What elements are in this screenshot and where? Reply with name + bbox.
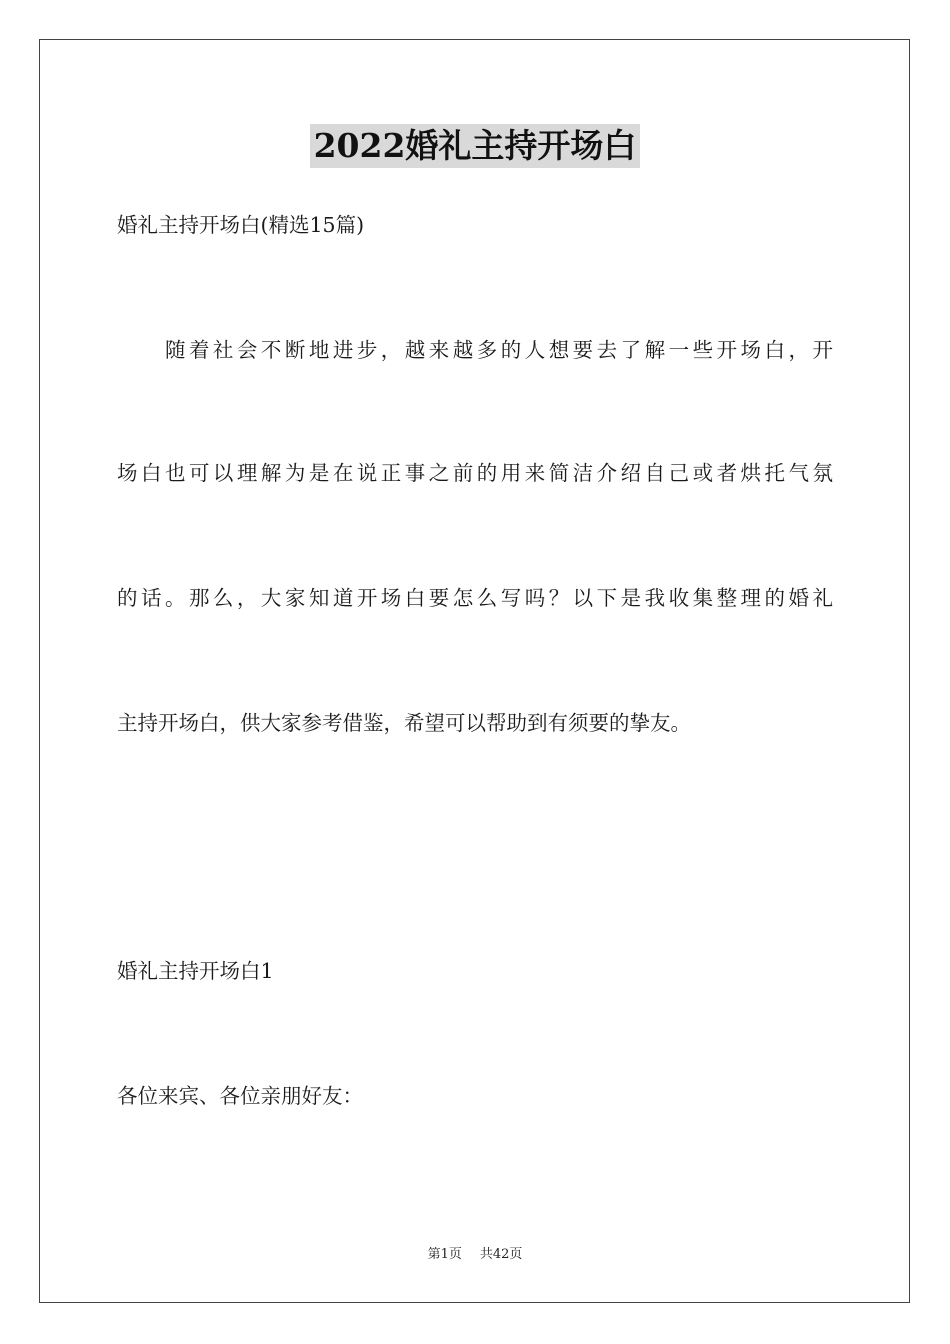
title-block xyxy=(0,124,950,168)
document-title: 2022婚礼主持开场白 xyxy=(310,124,641,168)
intro-line-1: 随着社会不断地进步，越来越多的人想要去了解一些开场白，开 xyxy=(117,338,833,362)
page-number-total: 共42页 xyxy=(479,1247,523,1262)
page-number-current: 第1页 xyxy=(427,1247,462,1262)
section-heading: 婚礼主持开场白1 xyxy=(117,959,274,983)
intro-line-4: 主持开场白，供大家参考借鉴，希望可以帮助到有须要的挚友。 xyxy=(117,711,691,735)
intro-line-3: 的话。那么，大家知道开场白要怎么写吗？以下是我收集整理的婚礼 xyxy=(117,586,833,610)
document-subtitle: 婚礼主持开场白(精选15篇) xyxy=(117,213,365,237)
intro-line-2: 场白也可以理解为是在说正事之前的用来简洁介绍自己或者烘托气氛 xyxy=(117,461,833,485)
greeting-line: 各位来宾、各位亲朋好友： xyxy=(117,1084,363,1108)
page-footer xyxy=(0,1246,950,1264)
